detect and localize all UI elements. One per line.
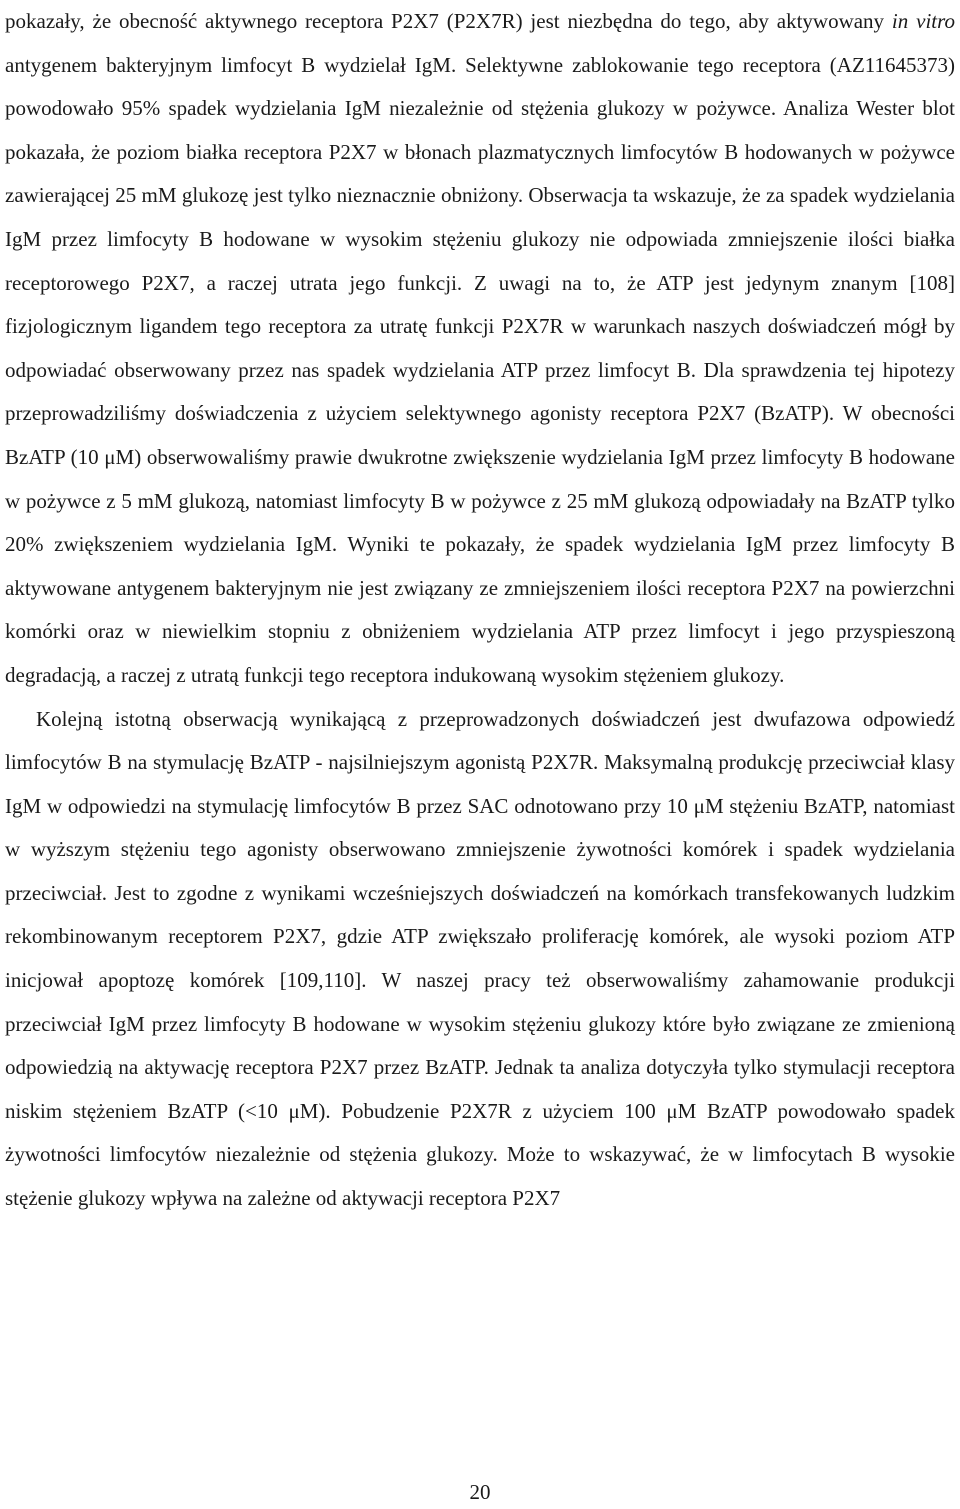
paragraph-1-text-start: pokazały, że obecność aktywnego receptora P2X7 (P2X7R) jest niezbędna do tego, aby aktywowany	[5, 9, 892, 33]
paragraph-1-text-end: antygenem bakteryjnym limfocyt B wydzielał IgM. Selektywne zablokowanie tego receptora (AZ11645373) powodowało 95% spadek wydzielania IgM niezależnie od stężenia glukozy w pożywce. Analiza Wester blot pokazała, że poziom białka receptora P2X7 w błonach plazmatycznych limfocytów B hodowanych w pożywce zawierającej 25 mM glukozę jest tylko nieznacznie obniżony. Obserwacja ta wskazuje, że za spadek wydzielania IgM przez limfocyty B hodowane w wysokim stężeniu glukozy nie odpowiada zmniejszenie ilości białka receptorowego P2X7, a raczej utrata jego funkcji. Z uwagi na to, że ATP jest jedynym znanym [108] fizjologicznym ligandem tego receptora za utratę funkcji P2X7R w warunkach naszych doświadczeń mógł by odpowiadać obserwowany przez nas spadek wydzielania ATP przez limfocyt B. Dla sprawdzenia tej hipotezy przeprowadziliśmy doświadczenia z użyciem selektywnego agonisty receptora P2X7 (BzATP). W obecności BzATP (10 μM) obserwowaliśmy prawie dwukrotne zwiększenie wydzielania IgM przez limfocyty B hodowane w pożywce z 5 mM glukozą, natomiast limfocyty B w pożywce z 25 mM glukozą odpowiadały na BzATP tylko 20% zwiększeniem wydzielania IgM. Wyniki te pokazały, że spadek wydzielania IgM przez limfocyty B aktywowane antygenem bakteryjnym nie jest związany ze zmniejszeniem ilości receptora P2X7 na powierzchni komórki oraz w niewielkim stopniu z obniżeniem wydzielania ATP przez limfocyt i jego przyspieszoną degradacją, a raczej z utratą funkcji tego receptora indukowaną wysokim stężeniem glukozy.	[5, 52, 955, 687]
document-body	[5, 0, 955, 1221]
paragraph-1-italic-term: in vitro	[891, 9, 956, 33]
paragraph-1	[5, 0, 955, 698]
page-number: 20	[469, 1480, 491, 1504]
paragraph-2: Kolejną istotną obserwacją wynikającą z przeprowadzonych doświadczeń jest dwufazowa odpowiedź limfocytów B na stymulację BzATP - najsilniejszym agonistą P2X7R. Maksymalną produkcję przeciwciał klasy IgM w odpowiedzi na stymulację limfocytów B przez SAC odnotowano przy 10 μM stężeniu BzATP, natomiast w wyższym stężeniu tego agonisty obserwowano zmniejszenie żywotności komórek i spadek wydzielania przeciwciał. Jest to zgodne z wynikami wcześniejszych doświadczeń na komórkach transfekowanych ludzkim rekombinowanym receptorem P2X7, gdzie ATP zwiększało proliferację komórek, ale wysoki poziom ATP inicjował apoptozę komórek [109,110]. W naszej pracy też obserwowaliśmy zahamowanie produkcji przeciwciał IgM przez limfocyty B hodowane w wysokim stężeniu glukozy które było związane ze zmienioną odpowiedzią na aktywację receptora P2X7 przez BzATP. Jednak ta analiza dotyczyła tylko stymulacji receptora niskim stężeniem BzATP (<10 μM). Pobudzenie P2X7R z użyciem 100 μM BzATP powodowało spadek żywotności limfocytów niezależnie od stężenia glukozy. Może to wskazywać, że w limfocytach B wysokie stężenie glukozy wpływa na zależne od aktywacji receptora P2X7	[5, 706, 955, 1211]
